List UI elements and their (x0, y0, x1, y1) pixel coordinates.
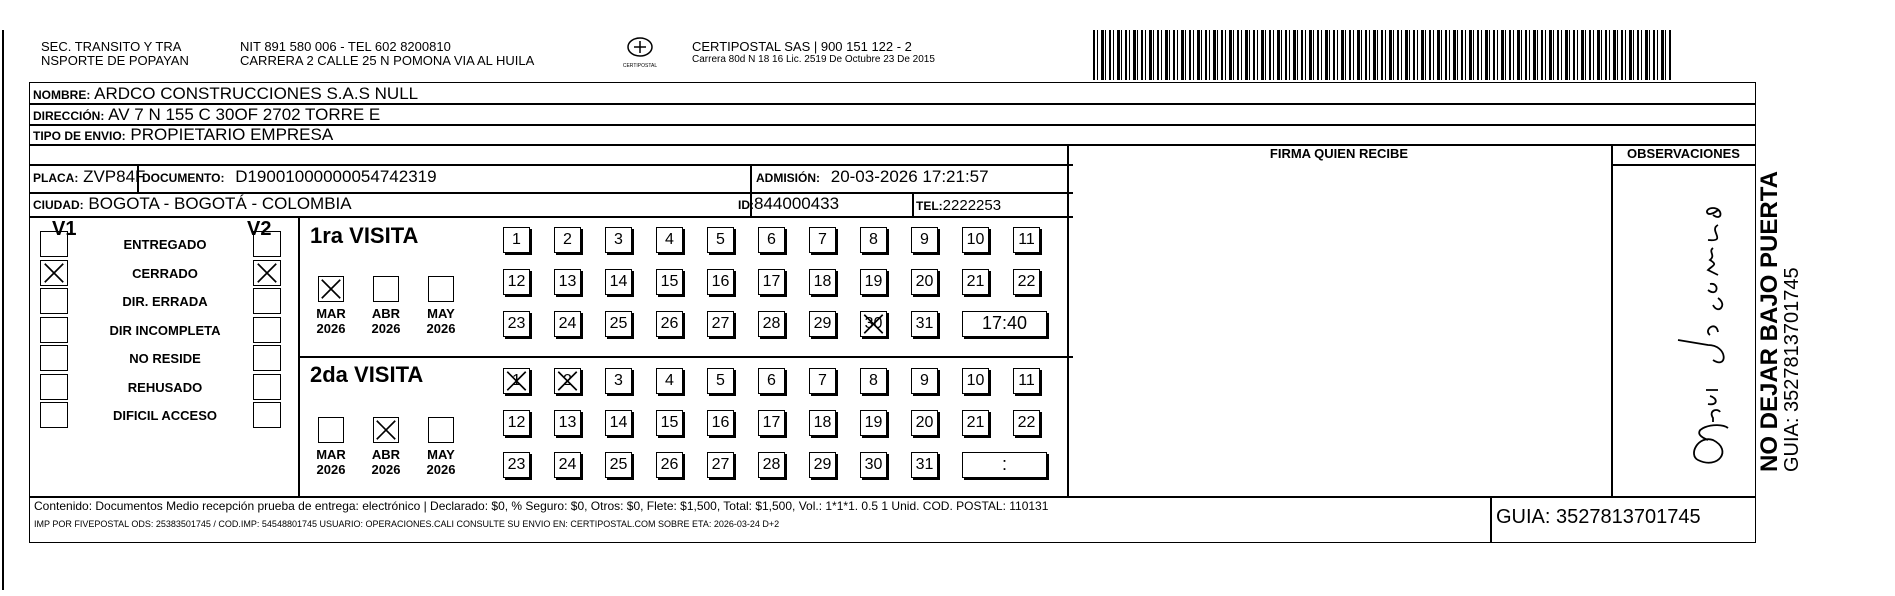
day-number: 1 (512, 372, 521, 389)
tel-label: TEL: (916, 199, 943, 213)
v1-checkbox[interactable] (40, 260, 68, 286)
day-number: 26 (660, 456, 679, 473)
day-number: 28 (762, 456, 781, 473)
plate-value: ZVP84F (83, 167, 146, 186)
v2-label: V2 (247, 218, 272, 240)
day-number: 14 (609, 273, 628, 290)
month-label (416, 306, 466, 336)
day-box[interactable] (554, 410, 581, 436)
day-box[interactable] (758, 452, 785, 478)
day-number: 8 (869, 231, 878, 248)
visit2-title: 2da VISITA (310, 362, 424, 387)
plate-label: PLACA: (33, 171, 79, 185)
day-box[interactable] (809, 311, 836, 337)
day-number: 14 (609, 414, 628, 431)
day-box[interactable] (707, 311, 734, 337)
day-box[interactable] (911, 368, 938, 394)
day-box[interactable] (860, 269, 887, 295)
recipient-address: AV 7 N 155 C 30OF 2702 TORRE E (108, 105, 381, 124)
nit-line: NIT 891 580 006 - TEL 602 8200810 (240, 39, 451, 54)
day-box[interactable] (503, 452, 530, 478)
day-box[interactable] (554, 368, 581, 394)
admission-label: ADMISIÓN: (756, 171, 820, 185)
col-line (298, 216, 300, 496)
day-number: 15 (660, 414, 679, 431)
day-box[interactable] (605, 368, 632, 394)
month-year: 2026 (426, 321, 456, 336)
v2-checkbox[interactable] (253, 231, 281, 257)
day-number: 5 (716, 372, 725, 389)
day-box[interactable] (656, 410, 683, 436)
tel-value: 2222253 (942, 197, 1002, 214)
day-number: 30 (864, 456, 883, 473)
barcode (1093, 30, 1673, 80)
day-number: 23 (507, 456, 526, 473)
day-box[interactable] (503, 311, 530, 337)
month-checkbox[interactable] (373, 417, 399, 443)
city-row (33, 193, 352, 216)
plate-row (33, 166, 145, 189)
month-year: 2026 (316, 462, 346, 477)
day-number: 23 (507, 315, 526, 332)
month-checkbox[interactable] (318, 417, 344, 443)
visit1-title: 1ra VISITA (310, 223, 419, 248)
company-line: CERTIPOSTAL SAS | 900 151 122 - 2 (692, 39, 912, 54)
type-label: TIPO DE ENVIO: (33, 129, 126, 143)
month-name: MAR (316, 306, 346, 321)
day-box[interactable] (605, 227, 632, 253)
reason-label: ENTREGADO (123, 237, 207, 252)
day-box[interactable] (605, 452, 632, 478)
day-box[interactable] (911, 269, 938, 295)
day-number: 4 (665, 372, 674, 389)
month-checkbox[interactable] (318, 276, 344, 302)
day-box[interactable] (911, 410, 938, 436)
day-number: 17 (762, 273, 781, 290)
day-box[interactable] (1013, 269, 1040, 295)
day-box[interactable] (758, 269, 785, 295)
day-number: 22 (1017, 414, 1036, 431)
company-block (692, 40, 935, 66)
city-value: BOGOTA - BOGOTÁ - COLOMBIA (88, 194, 352, 213)
day-box[interactable] (605, 311, 632, 337)
day-number: 21 (966, 414, 985, 431)
day-number: 4 (665, 231, 674, 248)
day-number: 19 (864, 273, 883, 290)
day-number: 6 (767, 231, 776, 248)
shipment-type: PROPIETARIO EMPRESA (130, 125, 334, 144)
day-box[interactable] (503, 269, 530, 295)
day-box[interactable] (605, 269, 632, 295)
month-label (361, 447, 411, 477)
v1-checkbox[interactable] (40, 288, 68, 314)
day-number: 3 (614, 231, 623, 248)
document-label: DOCUMENTO: (142, 171, 225, 185)
tel-row (916, 194, 1001, 217)
admission-row (756, 166, 989, 189)
day-number: 18 (813, 273, 832, 290)
document-value: D19001000000054742319 (235, 167, 437, 186)
day-box[interactable] (758, 311, 785, 337)
v1-checkbox[interactable] (40, 374, 68, 400)
day-box[interactable] (707, 269, 734, 295)
day-box[interactable] (860, 452, 887, 478)
logo-text: CERTIPOSTAL (622, 63, 658, 69)
sender-line-1: SEC. TRANSITO Y TRA (41, 39, 182, 54)
footer-guia: GUIA: 3527813701745 (1496, 506, 1701, 528)
col-line (912, 192, 914, 216)
day-number: 7 (818, 231, 827, 248)
time-box[interactable]: : (962, 452, 1047, 478)
day-box[interactable] (656, 452, 683, 478)
type-row (33, 124, 333, 147)
address-label: DIRECCIÓN: (33, 109, 105, 123)
month-year: 2026 (426, 462, 456, 477)
v1-checkbox[interactable] (40, 402, 68, 428)
day-number: 25 (609, 456, 628, 473)
v1-checkbox[interactable] (40, 231, 68, 257)
v2-checkbox[interactable] (253, 288, 281, 314)
reason-label: DIFICIL ACCESO (112, 408, 217, 423)
city-label: CIUDAD: (33, 198, 84, 212)
day-box[interactable] (860, 311, 887, 337)
name-label: NOMBRE: (33, 88, 91, 102)
day-number: 2 (563, 372, 572, 389)
reason-label: DIR INCOMPLETA (109, 322, 221, 338)
month-checkbox[interactable] (373, 276, 399, 302)
day-number: 20 (915, 273, 934, 290)
certipostal-logo (615, 36, 665, 76)
day-box[interactable] (962, 410, 989, 436)
day-box[interactable] (758, 368, 785, 394)
v2-checkbox[interactable] (253, 374, 281, 400)
day-number: 22 (1017, 273, 1036, 290)
day-number: 25 (609, 315, 628, 332)
day-number: 24 (558, 315, 577, 332)
observation-handwriting (1618, 180, 1748, 480)
month-name: MAR (316, 447, 346, 462)
day-box[interactable] (860, 368, 887, 394)
day-number: 8 (869, 372, 878, 389)
day-number: 28 (762, 315, 781, 332)
day-box[interactable] (656, 269, 683, 295)
day-number: 12 (507, 273, 526, 290)
sender-block (41, 40, 189, 68)
day-number: 6 (767, 372, 776, 389)
side-line-1: NO DEJAR BAJO PUERTA (1756, 171, 1783, 472)
day-box[interactable] (1013, 410, 1040, 436)
v1-checkbox[interactable] (40, 317, 68, 343)
day-box[interactable] (554, 269, 581, 295)
day-box[interactable] (809, 410, 836, 436)
row-line (29, 496, 1756, 498)
v1-checkbox[interactable] (40, 345, 68, 371)
day-box[interactable] (1013, 227, 1040, 253)
day-number: 5 (716, 231, 725, 248)
month-year: 2026 (371, 321, 401, 336)
admission-value: 20-03-2026 17:21:57 (830, 167, 989, 186)
day-number: 1 (512, 231, 521, 248)
v2-checkbox[interactable] (253, 317, 281, 343)
day-number: 17 (762, 414, 781, 431)
day-number: 19 (864, 414, 883, 431)
day-number: 7 (818, 372, 827, 389)
id-row (738, 193, 839, 216)
day-number: 16 (711, 273, 730, 290)
sender-line-2: NSPORTE DE POPAYAN (41, 53, 189, 68)
month-checkbox[interactable] (428, 417, 454, 443)
day-box[interactable] (503, 368, 530, 394)
row-line (1611, 164, 1756, 166)
footer-content: Contenido: Documentos Medio recepción prueba de entrega: electrónico | Declarado: $0, % Seguro: $0, Otros: $0, Flete: $1,500, Total: $1,500, Vol.: 1*1*1. 0.5 1 Unid. COD. POSTAL: 110131 (34, 499, 1049, 513)
month-label (306, 306, 356, 336)
day-box[interactable] (656, 311, 683, 337)
page-edge (2, 30, 4, 590)
reason-label: CERRADO (132, 265, 198, 281)
day-box[interactable] (707, 227, 734, 253)
day-number: 3 (614, 372, 623, 389)
license-line: Carrera 80d N 18 16 Lic. 2519 De Octubre 23 De 2015 (692, 54, 935, 65)
month-year: 2026 (371, 462, 401, 477)
day-number: 15 (660, 273, 679, 290)
recipient-name: ARDCO CONSTRUCCIONES S.A.S NULL (94, 84, 419, 103)
row-line (298, 356, 1073, 358)
name-row (33, 83, 418, 106)
month-name: MAY (427, 447, 455, 462)
reason-label: NO RESIDE (129, 351, 201, 366)
day-box[interactable] (758, 227, 785, 253)
day-box[interactable] (809, 452, 836, 478)
side-text (1758, 72, 1802, 472)
month-label (306, 447, 356, 477)
day-box[interactable] (809, 368, 836, 394)
day-number: 26 (660, 315, 679, 332)
day-box[interactable] (860, 410, 887, 436)
side-line-2: GUIA: 3527813701745 (1781, 267, 1803, 472)
day-number: 18 (813, 414, 832, 431)
address-line: CARRERA 2 CALLE 25 N POMONA VIA AL HUILA (240, 53, 535, 68)
day-number: 24 (558, 456, 577, 473)
day-box[interactable] (809, 227, 836, 253)
day-number: 30 (864, 315, 883, 332)
reason-label: DIR. ERRADA (122, 294, 208, 309)
observations-header: OBSERVACIONES (1627, 146, 1740, 161)
day-number: 16 (711, 414, 730, 431)
day-box[interactable] (503, 227, 530, 253)
v1-label: V1 (52, 218, 77, 240)
day-box[interactable] (911, 227, 938, 253)
day-box[interactable] (962, 227, 989, 253)
col-line (1490, 496, 1492, 543)
day-box[interactable] (809, 269, 836, 295)
day-box[interactable] (707, 410, 734, 436)
day-number: 29 (813, 315, 832, 332)
day-box[interactable] (554, 452, 581, 478)
id-label: ID: (738, 198, 754, 212)
day-number: 31 (915, 456, 934, 473)
month-label (416, 447, 466, 477)
day-number: 11 (1018, 372, 1035, 389)
day-number: 21 (966, 273, 985, 290)
day-box[interactable] (911, 452, 938, 478)
day-number: 11 (1018, 231, 1035, 248)
day-box[interactable] (860, 227, 887, 253)
day-number: 2 (563, 231, 572, 248)
day-box[interactable] (962, 269, 989, 295)
signature-header: FIRMA QUIEN RECIBE (1269, 146, 1409, 161)
sender-contact (240, 40, 534, 68)
day-box[interactable] (554, 227, 581, 253)
footer-imp: IMP POR FIVEPOSTAL ODS: 25383501745 / COD.IMP: 54548801745 USUARIO: OPERACIONES.CALI CONSULTE SU ENVIO EN: CERTIPOSTAL.COM SOBRE ETA: 2026-03-24 D+2 (34, 519, 780, 529)
v2-checkbox[interactable] (253, 260, 281, 286)
day-box[interactable] (1013, 368, 1040, 394)
day-box[interactable] (707, 368, 734, 394)
day-number: 12 (507, 414, 526, 431)
day-number: 20 (915, 414, 934, 431)
day-number: 29 (813, 456, 832, 473)
day-box[interactable] (758, 410, 785, 436)
time-box[interactable]: 17:40 (962, 311, 1047, 337)
day-number: 9 (920, 372, 929, 389)
day-box[interactable] (656, 227, 683, 253)
day-box[interactable] (503, 410, 530, 436)
month-name: ABR (371, 306, 401, 321)
month-name: MAY (427, 306, 455, 321)
day-box[interactable] (554, 311, 581, 337)
day-box[interactable] (911, 311, 938, 337)
day-number: 9 (920, 231, 929, 248)
id-value: 844000433 (754, 194, 840, 213)
day-number: 27 (711, 456, 730, 473)
day-box[interactable] (707, 452, 734, 478)
month-year: 2026 (316, 321, 346, 336)
v2-checkbox[interactable] (253, 402, 281, 428)
month-checkbox[interactable] (428, 276, 454, 302)
day-number: 13 (558, 414, 577, 431)
day-number: 27 (711, 315, 730, 332)
day-number: 10 (966, 372, 985, 389)
month-label (361, 306, 411, 336)
v2-checkbox[interactable] (253, 345, 281, 371)
day-number: 13 (558, 273, 577, 290)
day-number: 10 (966, 231, 985, 248)
day-number: 31 (915, 315, 934, 332)
day-box[interactable] (962, 368, 989, 394)
col-line (1067, 144, 1069, 496)
month-name: ABR (371, 447, 401, 462)
day-box[interactable] (605, 410, 632, 436)
document-row (142, 166, 437, 189)
reason-label: REHUSADO (127, 379, 203, 395)
col-line (1611, 144, 1613, 496)
day-box[interactable] (656, 368, 683, 394)
